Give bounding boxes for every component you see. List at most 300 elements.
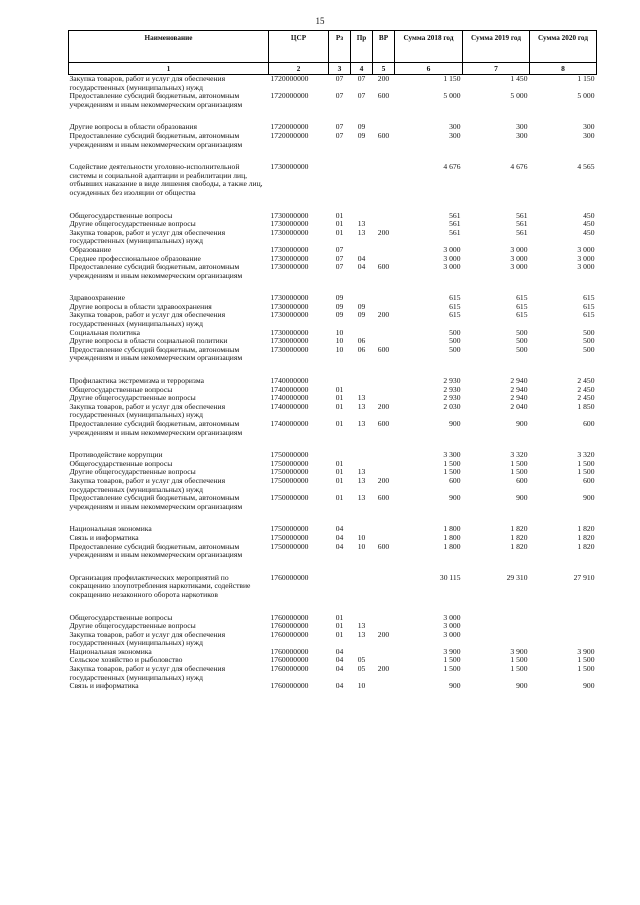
row-sum-2020: 300	[583, 130, 595, 140]
row-rz: 01	[335, 629, 344, 639]
row-spacer	[69, 437, 597, 451]
row-sum-2020: 1 500	[577, 458, 595, 468]
row-csr: 1720000000	[270, 122, 309, 132]
row-sum-2018: 1 500	[443, 458, 461, 468]
row-sum-2020: 900	[583, 493, 595, 503]
header-rz: Рз	[329, 31, 351, 63]
row-vr: 200	[377, 475, 390, 485]
row-rz: 01	[335, 210, 344, 220]
row-sum-2018: 500	[449, 336, 461, 346]
table-row	[69, 543, 597, 560]
row-sum-2020: 300	[583, 122, 595, 132]
row-name: Сельское хозяйство и рыболовство	[69, 655, 183, 665]
row-rz: 04	[335, 532, 344, 542]
row-csr: 1750000000	[270, 450, 309, 460]
row-sum-2018: 561	[449, 210, 461, 220]
row-name: Здравоохранение	[69, 293, 125, 303]
header-pr: Пр	[351, 31, 373, 63]
row-sum-2020: 1 150	[577, 74, 595, 83]
row-sum-2019: 3 900	[510, 646, 528, 656]
row-vr	[373, 329, 395, 338]
column-number-row	[69, 63, 597, 75]
row-rz	[329, 574, 351, 600]
row-sum-2019: 900	[516, 681, 528, 691]
row-sum-2019: 29 310	[506, 572, 528, 582]
row-csr: 1730000000	[270, 210, 309, 220]
row-sum-2018: 1 500	[443, 467, 461, 477]
row-name: Организация профилактических мероприятий по сокращению злоупотребления наркотиками, содействие сокращению незаконного оборота наркотиков	[69, 572, 251, 599]
row-sum-2019: 615	[516, 310, 528, 320]
row-rz: 01	[335, 419, 344, 428]
row-spacer	[69, 109, 597, 123]
row-sum-2020: 615	[583, 301, 595, 311]
row-sum-2018: 2 930	[443, 376, 461, 386]
row-pr	[351, 574, 373, 600]
row-sum-2019: 1 500	[510, 664, 528, 674]
row-spacer-cell	[69, 280, 597, 294]
row-sum-2019: 1 500	[510, 458, 528, 468]
row-sum-2019: 561	[516, 227, 528, 237]
table-row	[69, 92, 597, 109]
row-spacer-cell	[69, 363, 597, 377]
row-sum-2019: 3 000	[510, 262, 528, 272]
row-name: Связь и информатика	[69, 532, 139, 542]
row-name: Закупка товаров, работ и услуг для обеспечения государственных (муниципальных) нужд	[69, 475, 226, 494]
row-sum-2019	[463, 631, 530, 648]
row-vr: 200	[377, 664, 390, 674]
table-row	[69, 574, 597, 600]
row-rz: 09	[335, 293, 344, 303]
row-name: Предоставление субсидий бюджетным, автономным учреждениям и иным некоммерческим организациям	[69, 344, 243, 363]
row-name: Общегосударственные вопросы	[69, 612, 173, 622]
row-name: Образование	[69, 244, 112, 254]
row-sum-2020: 450	[583, 227, 595, 237]
table-row	[69, 163, 597, 197]
table-row	[69, 665, 597, 682]
row-vr	[373, 648, 395, 657]
row-pr: 13	[357, 419, 366, 428]
row-csr: 1730000000	[270, 301, 309, 311]
row-csr: 1760000000	[270, 572, 309, 582]
row-name: Закупка товаров, работ и услуг для обеспечения государственных (муниципальных) нужд	[69, 310, 226, 329]
table-row	[69, 346, 597, 363]
row-pr: 09	[357, 310, 366, 320]
row-pr: 07	[357, 74, 366, 83]
row-rz: 01	[335, 227, 344, 237]
row-pr	[351, 377, 373, 386]
row-sum-2019: 561	[516, 219, 528, 229]
table-row	[69, 420, 597, 437]
row-vr: 200	[377, 74, 390, 83]
row-rz: 04	[335, 655, 344, 665]
row-sum-2020	[530, 614, 597, 623]
row-sum-2018: 900	[449, 419, 461, 428]
row-csr: 1720000000	[270, 74, 309, 83]
row-csr: 1740000000	[270, 419, 309, 428]
row-pr: 04	[357, 262, 366, 272]
row-sum-2018: 4 676	[443, 162, 461, 172]
row-vr	[373, 574, 395, 600]
row-sum-2020: 27 910	[573, 572, 595, 582]
row-vr: 600	[377, 419, 390, 428]
row-name: Другие вопросы в области социальной политики	[69, 336, 228, 346]
row-csr: 1730000000	[270, 244, 309, 254]
row-rz: 04	[335, 541, 344, 551]
row-rz: 01	[335, 401, 344, 411]
row-sum-2020: 2 450	[577, 393, 595, 403]
row-sum-2018: 1 500	[443, 664, 461, 674]
row-csr: 1730000000	[270, 344, 309, 354]
table-row	[69, 311, 597, 328]
row-sum-2018: 3 000	[443, 629, 461, 639]
row-pr: 13	[357, 227, 366, 237]
row-sum-2018: 2 030	[443, 401, 461, 411]
row-sum-2020: 500	[583, 336, 595, 346]
row-name: Общегосударственные вопросы	[69, 384, 173, 394]
row-rz: 04	[335, 664, 344, 674]
row-pr: 13	[357, 467, 366, 477]
row-vr	[373, 212, 395, 221]
row-name: Другие общегосударственные вопросы	[69, 621, 196, 631]
row-sum-2018: 561	[449, 227, 461, 237]
row-sum-2018: 2 930	[443, 393, 461, 403]
row-rz: 07	[335, 122, 344, 132]
row-spacer-cell	[69, 149, 597, 163]
row-name: Предоставление субсидий бюджетным, автономным учреждениям и иным некоммерческим организациям	[69, 419, 243, 437]
col-number: 3	[329, 63, 351, 75]
row-vr: 200	[377, 401, 390, 411]
row-rz: 01	[335, 475, 344, 485]
row-csr: 1730000000	[270, 227, 309, 237]
row-sum-2020: 615	[583, 293, 595, 303]
row-name: Предоставление субсидий бюджетным, автономным учреждениям и иным некоммерческим организациям	[69, 541, 243, 560]
row-csr: 1760000000	[270, 646, 309, 656]
row-sum-2019: 3 320	[510, 450, 528, 460]
row-vr: 200	[377, 227, 390, 237]
row-pr: 13	[357, 219, 366, 229]
row-vr	[373, 451, 395, 460]
row-spacer	[69, 280, 597, 294]
row-sum-2020: 3 900	[577, 646, 595, 656]
row-name: Закупка товаров, работ и услуг для обеспечения государственных (муниципальных) нужд	[69, 664, 226, 682]
row-pr: 09	[357, 130, 366, 140]
row-sum-2019: 500	[516, 344, 528, 354]
row-spacer-cell	[69, 511, 597, 525]
row-pr: 13	[357, 401, 366, 411]
row-sum-2019: 1 820	[510, 532, 528, 542]
row-sum-2018: 300	[449, 130, 461, 140]
row-rz: 01	[335, 493, 344, 503]
table-row	[69, 682, 597, 691]
row-sum-2020: 1 820	[577, 524, 595, 534]
row-name: Национальная экономика	[69, 524, 152, 534]
header-vr: ВР	[373, 31, 395, 63]
row-name: Предоставление субсидий бюджетным, автономным учреждениям и иным некоммерческим организациям	[69, 493, 243, 511]
row-sum-2019: 4 676	[510, 162, 528, 172]
row-vr	[373, 163, 395, 197]
row-csr: 1750000000	[270, 475, 309, 485]
row-sum-2020: 1 850	[577, 401, 595, 411]
row-pr: 13	[357, 629, 366, 639]
row-csr: 1740000000	[270, 393, 309, 403]
row-sum-2018: 561	[449, 219, 461, 229]
row-sum-2019: 300	[516, 130, 528, 140]
row-sum-2019: 900	[516, 493, 528, 503]
row-vr: 600	[377, 262, 390, 272]
row-sum-2019	[463, 622, 530, 631]
row-rz: 04	[335, 524, 344, 534]
table-row	[69, 263, 597, 280]
row-spacer-cell	[69, 198, 597, 212]
row-rz: 04	[335, 681, 344, 691]
row-name: Другие вопросы в области образования	[69, 122, 197, 132]
row-csr: 1730000000	[270, 162, 309, 172]
row-sum-2020: 500	[583, 344, 595, 354]
row-pr: 13	[357, 393, 366, 403]
row-rz: 01	[335, 393, 344, 403]
row-sum-2019: 3 000	[510, 253, 528, 263]
row-sum-2020: 2 450	[577, 384, 595, 394]
row-sum-2020: 3 000	[577, 253, 595, 263]
header-sum-2019: Сумма 2019 год	[463, 31, 530, 63]
row-sum-2018: 615	[449, 310, 461, 320]
row-pr: 10	[357, 681, 366, 691]
row-sum-2020: 1 820	[577, 532, 595, 542]
row-sum-2020	[530, 631, 597, 648]
row-csr: 1730000000	[270, 253, 309, 263]
row-sum-2020: 600	[583, 475, 595, 485]
row-rz	[329, 163, 351, 197]
row-sum-2018: 615	[449, 293, 461, 303]
row-sum-2020: 3 320	[577, 450, 595, 460]
row-vr: 600	[377, 91, 390, 101]
row-pr: 09	[357, 301, 366, 311]
table-row	[69, 403, 597, 420]
row-sum-2020: 1 500	[577, 655, 595, 665]
row-vr: 600	[377, 541, 390, 551]
row-csr: 1760000000	[270, 655, 309, 665]
row-sum-2020: 2 450	[577, 376, 595, 386]
row-name: Среднее профессиональное образование	[69, 253, 201, 263]
row-sum-2019: 500	[516, 336, 528, 346]
row-sum-2018: 1 800	[443, 541, 461, 551]
row-sum-2019: 500	[516, 327, 528, 337]
table-row	[69, 631, 597, 648]
row-name: Закупка товаров, работ и услуг для обеспечения государственных (муниципальных) нужд	[69, 74, 226, 92]
row-csr: 1730000000	[270, 336, 309, 346]
col-number: 6	[395, 63, 463, 75]
row-sum-2019: 300	[516, 122, 528, 132]
row-sum-2020	[530, 622, 597, 631]
row-spacer	[69, 363, 597, 377]
col-number: 1	[69, 63, 269, 75]
row-sum-2018: 1 800	[443, 524, 461, 534]
row-sum-2019: 615	[516, 293, 528, 303]
row-spacer-cell	[69, 437, 597, 451]
row-pr: 06	[357, 344, 366, 354]
table-header-row	[69, 31, 597, 63]
row-csr: 1730000000	[270, 327, 309, 337]
row-sum-2020: 500	[583, 327, 595, 337]
row-vr	[373, 614, 395, 623]
row-spacer	[69, 511, 597, 525]
row-sum-2019: 1 820	[510, 524, 528, 534]
row-sum-2020: 450	[583, 210, 595, 220]
row-vr: 600	[377, 493, 390, 503]
row-name: Другие вопросы в области здравоохранения	[69, 301, 212, 311]
row-rz: 01	[335, 621, 344, 631]
row-sum-2018: 600	[449, 475, 461, 485]
header-name: Наименование	[69, 31, 269, 63]
row-rz: 07	[335, 244, 344, 254]
row-sum-2018: 500	[449, 327, 461, 337]
row-pr: 04	[357, 253, 366, 263]
row-sum-2020: 1 820	[577, 541, 595, 551]
col-number: 7	[463, 63, 530, 75]
row-sum-2019: 561	[516, 210, 528, 220]
row-vr	[373, 460, 395, 469]
row-csr: 1760000000	[270, 664, 309, 674]
row-name: Предоставление субсидий бюджетным, автономным учреждениям и иным некоммерческим организациям	[69, 130, 243, 149]
row-name: Другие общегосударственные вопросы	[69, 467, 196, 477]
row-sum-2018: 30 115	[439, 572, 461, 582]
row-name: Предоставление субсидий бюджетным, автономным учреждениям и иным некоммерческим организациям	[69, 262, 243, 280]
row-name: Профилактика экстремизма и терроризма	[69, 376, 204, 386]
row-vr	[373, 386, 395, 395]
table-row	[69, 494, 597, 511]
row-vr: 600	[377, 130, 390, 140]
row-sum-2018: 3 000	[443, 253, 461, 263]
row-rz: 07	[335, 74, 344, 83]
row-pr: 10	[357, 541, 366, 551]
row-name: Предоставление субсидий бюджетным, автономным учреждениям и иным некоммерческим организациям	[69, 91, 243, 109]
row-name: Закупка товаров, работ и услуг для обеспечения государственных (муниципальных) нужд	[69, 401, 226, 420]
row-csr: 1750000000	[270, 458, 309, 468]
row-pr	[351, 451, 373, 460]
row-sum-2018: 1 150	[443, 74, 461, 83]
table-row	[69, 132, 597, 149]
col-number: 2	[269, 63, 329, 75]
row-csr: 1750000000	[270, 467, 309, 477]
page-number: 15	[315, 16, 325, 26]
row-sum-2019	[463, 614, 530, 623]
row-rz: 10	[335, 344, 344, 354]
row-vr: 200	[377, 310, 390, 320]
row-vr	[373, 525, 395, 534]
row-csr: 1760000000	[270, 621, 309, 631]
row-sum-2019: 1 500	[510, 467, 528, 477]
row-pr: 13	[357, 621, 366, 631]
row-spacer-cell	[69, 600, 597, 614]
row-sum-2020: 600	[583, 419, 595, 428]
row-csr: 1730000000	[270, 310, 309, 320]
header-csr: ЦСР	[269, 31, 329, 63]
row-sum-2020: 4 565	[577, 162, 595, 172]
table-row	[69, 75, 597, 93]
row-vr	[373, 377, 395, 386]
row-name: Связь и информатика	[69, 681, 139, 691]
row-csr: 1740000000	[270, 376, 309, 386]
row-sum-2019: 1 500	[510, 655, 528, 665]
row-sum-2019: 900	[516, 419, 528, 428]
row-pr: 09	[357, 122, 366, 132]
row-sum-2018: 3 000	[443, 244, 461, 254]
row-spacer-cell	[69, 109, 597, 123]
row-vr: 200	[377, 629, 390, 639]
row-pr: 05	[357, 655, 366, 665]
row-rz: 04	[335, 646, 344, 656]
row-rz: 01	[335, 384, 344, 394]
row-name: Общегосударственные вопросы	[69, 210, 173, 220]
row-sum-2018: 3 000	[443, 612, 461, 622]
row-sum-2020: 3 000	[577, 262, 595, 272]
row-rz: 01	[335, 219, 344, 229]
row-rz: 09	[335, 310, 344, 320]
row-rz: 07	[335, 91, 344, 101]
row-sum-2019: 1 820	[510, 541, 528, 551]
row-spacer-cell	[69, 560, 597, 574]
row-sum-2019: 615	[516, 301, 528, 311]
row-csr: 1740000000	[270, 384, 309, 394]
row-csr: 1750000000	[270, 532, 309, 542]
row-sum-2018: 900	[449, 681, 461, 691]
row-rz: 01	[335, 612, 344, 622]
row-sum-2019: 1 450	[510, 74, 528, 83]
row-sum-2018: 3 300	[443, 450, 461, 460]
row-rz: 07	[335, 262, 344, 272]
row-csr: 1760000000	[270, 681, 309, 691]
row-sum-2019: 2 940	[510, 393, 528, 403]
row-rz: 07	[335, 130, 344, 140]
budget-table	[68, 30, 597, 691]
row-name: Национальная экономика	[69, 646, 152, 656]
row-pr: 13	[357, 475, 366, 485]
header-sum-2018: Сумма 2018 год	[395, 31, 463, 63]
row-csr: 1760000000	[270, 629, 309, 639]
row-name: Содействие деятельности уголовно-исполнительной системы и социальной адаптации и реабилитации лиц, отбывших наказание в виде лишения свободы, а также лиц, осужденных без изоляции от общества	[69, 162, 263, 197]
row-sum-2018: 615	[449, 301, 461, 311]
row-csr: 1730000000	[270, 219, 309, 229]
col-number: 4	[351, 63, 373, 75]
row-sum-2020: 450	[583, 219, 595, 229]
row-sum-2019: 3 000	[510, 244, 528, 254]
row-csr: 1750000000	[270, 524, 309, 534]
row-pr: 13	[357, 493, 366, 503]
row-sum-2020: 900	[583, 681, 595, 691]
row-name: Общегосударственные вопросы	[69, 458, 173, 468]
header-sum-2020: Сумма 2020 год	[530, 31, 597, 63]
row-vr	[373, 294, 395, 303]
row-sum-2018: 900	[449, 493, 461, 503]
row-spacer	[69, 560, 597, 574]
row-sum-2020: 5 000	[577, 91, 595, 101]
row-name: Другие общегосударственные вопросы	[69, 393, 196, 403]
row-rz: 09	[335, 301, 344, 311]
row-vr	[373, 682, 395, 691]
row-sum-2018: 3 900	[443, 646, 461, 656]
table-row	[69, 477, 597, 494]
col-number: 5	[373, 63, 395, 75]
row-sum-2019: 600	[516, 475, 528, 485]
row-sum-2018: 500	[449, 344, 461, 354]
row-rz: 10	[335, 327, 344, 337]
row-name: Другие общегосударственные вопросы	[69, 219, 196, 229]
row-vr: 600	[377, 344, 390, 354]
row-name: Закупка товаров, работ и услуг для обеспечения государственных (муниципальных) нужд	[69, 227, 226, 246]
table-body	[69, 75, 597, 691]
row-pr: 10	[357, 532, 366, 542]
row-sum-2019: 2 940	[510, 384, 528, 394]
